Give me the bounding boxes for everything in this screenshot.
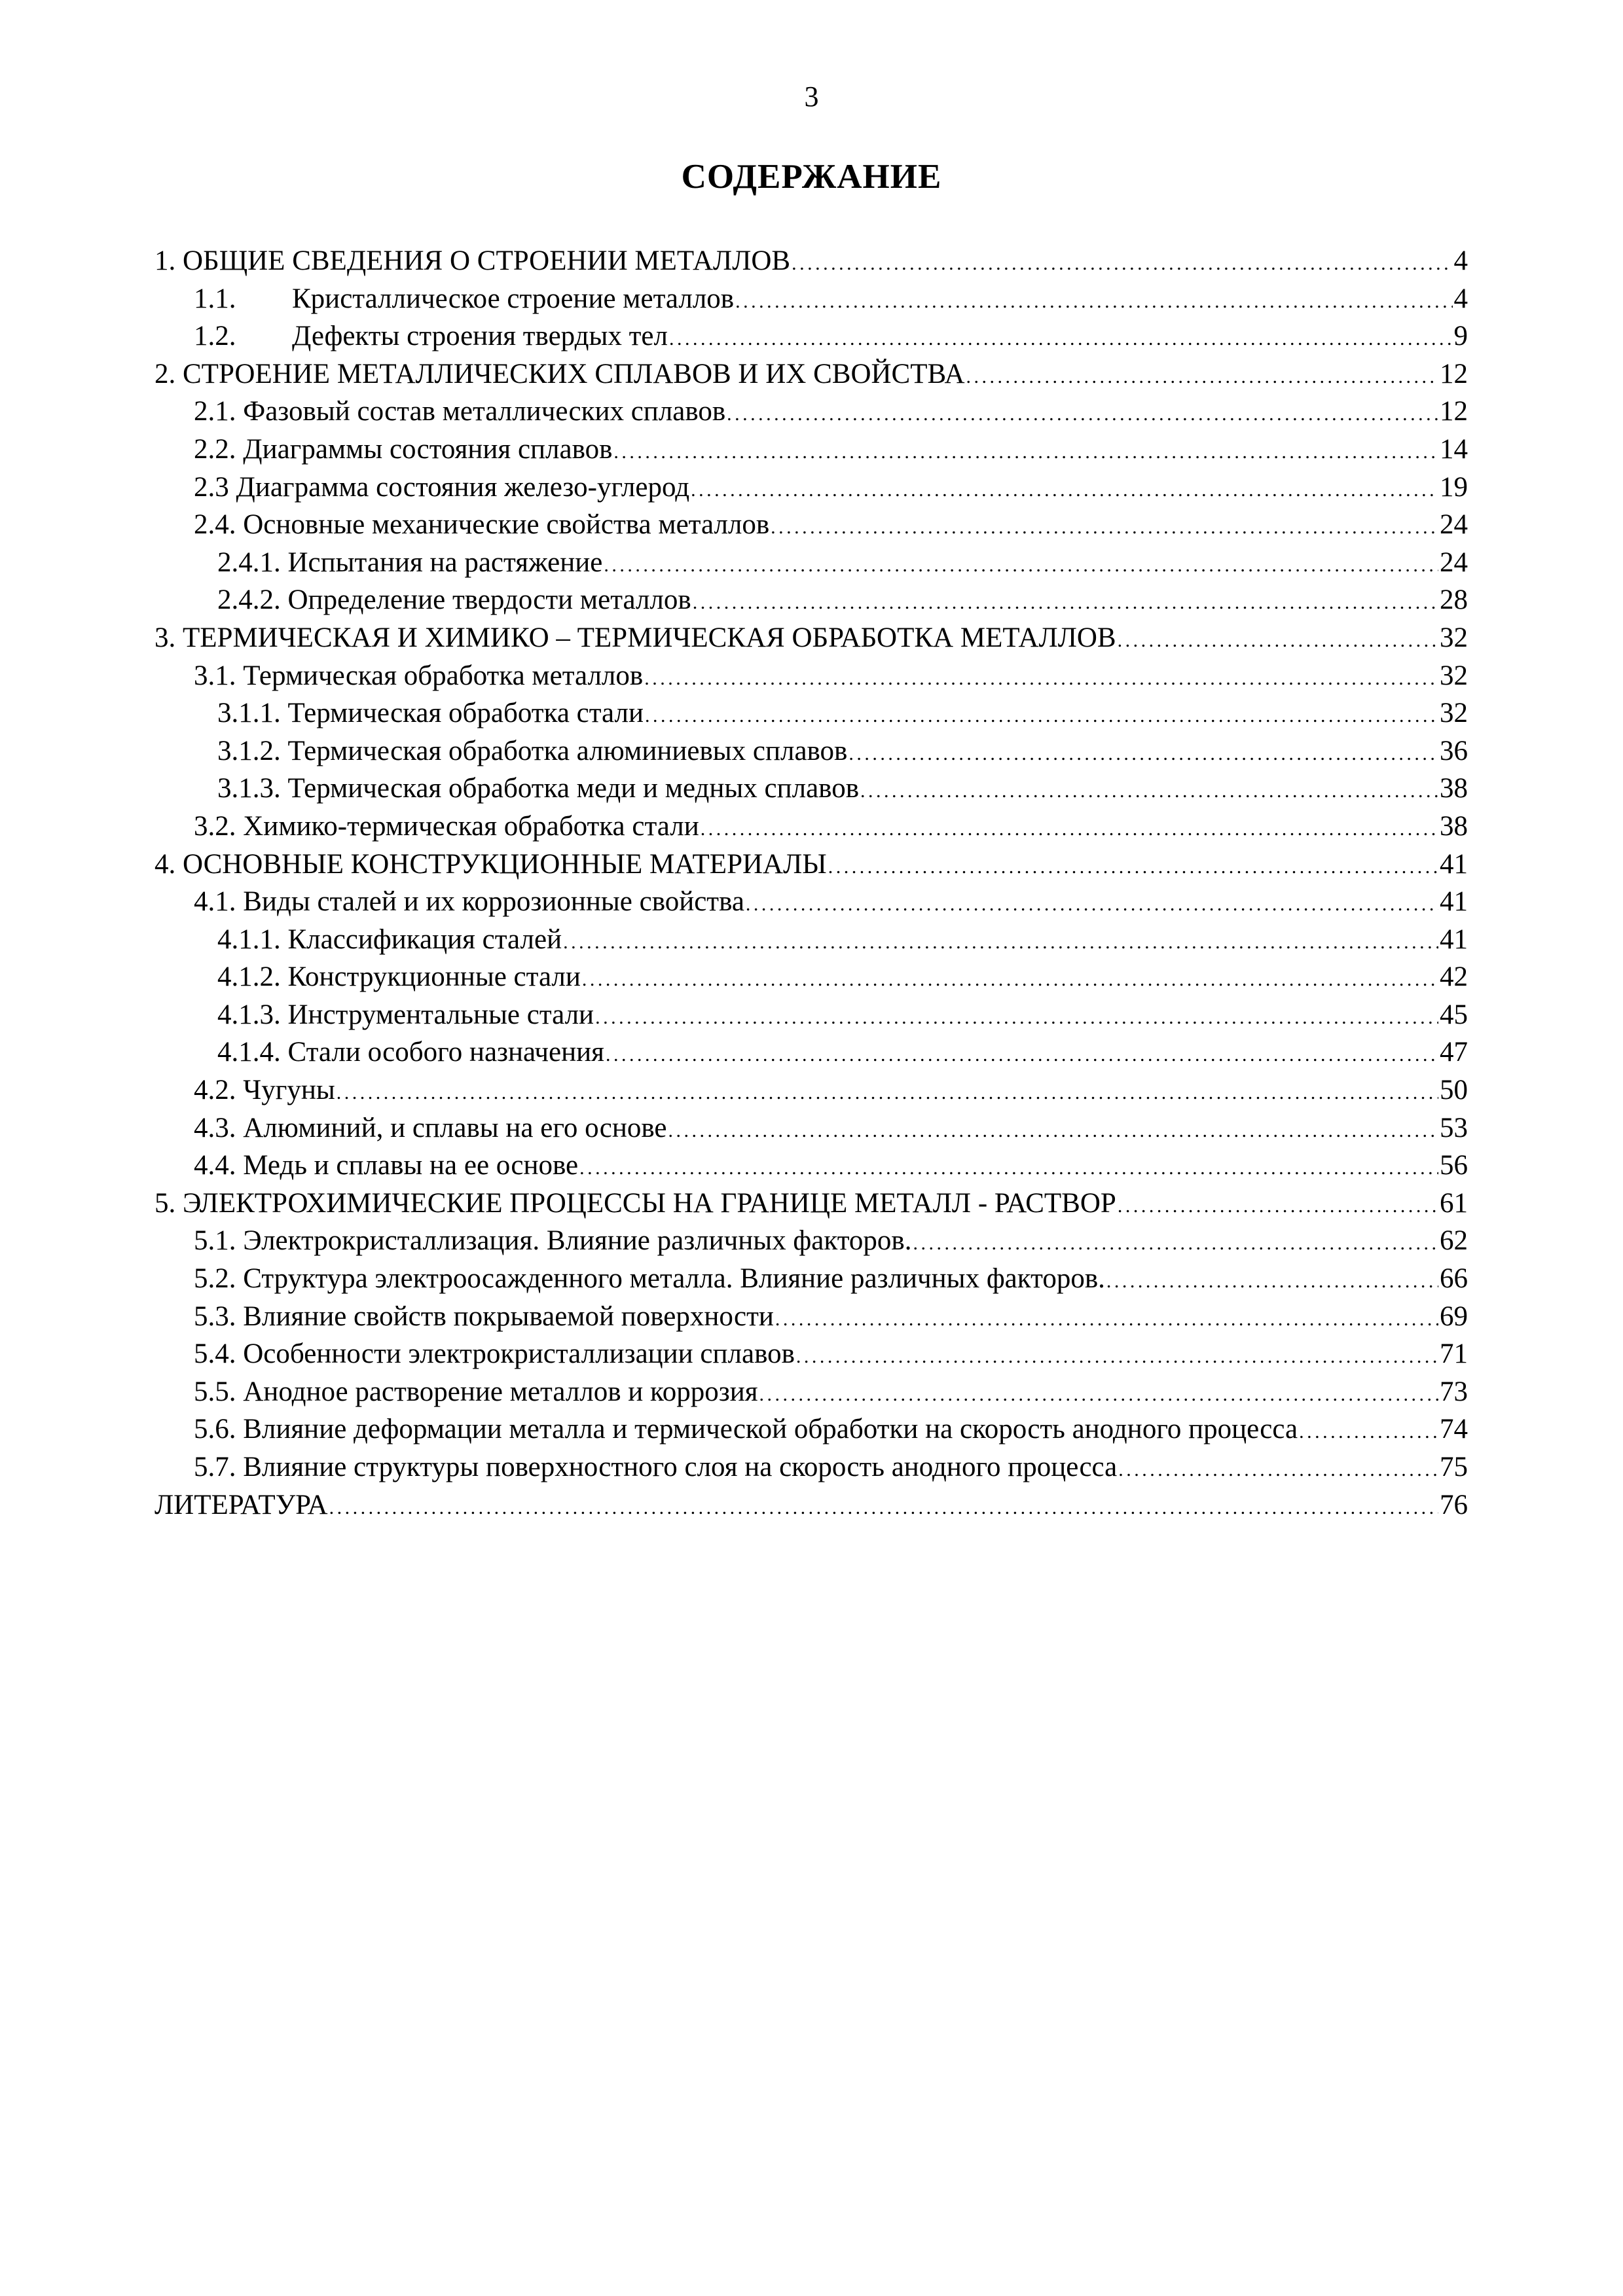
toc-entry-label	[217, 958, 581, 996]
toc-entry-number: 4.	[155, 848, 176, 880]
dot-leader	[966, 355, 1438, 396]
toc-entry-page: 32	[1440, 660, 1468, 691]
toc-entry-label	[155, 355, 965, 393]
toc-entry[interactable]	[155, 958, 1468, 996]
toc-entry-page: 14	[1440, 433, 1468, 465]
toc-entry-page: 24	[1440, 547, 1468, 578]
toc-entry-label	[194, 317, 668, 355]
toc-entry-number: 4.1.3.	[217, 999, 281, 1030]
toc-entry-number: 5.7.	[194, 1452, 236, 1482]
toc-entry-label	[217, 544, 602, 582]
toc-entry-page: 62	[1440, 1225, 1468, 1257]
toc-entry-label	[194, 1410, 1298, 1448]
dot-leader	[337, 1071, 1438, 1112]
toc-entry[interactable]	[155, 431, 1468, 469]
toc-entry[interactable]	[155, 883, 1468, 921]
dot-leader	[913, 1222, 1438, 1263]
toc-entry-page: 45	[1440, 999, 1468, 1030]
toc-entry[interactable]	[155, 1260, 1468, 1298]
toc-entry-number: 3.1.2.	[217, 735, 281, 766]
toc-entry-label	[194, 1373, 758, 1411]
toc-entry[interactable]	[155, 1486, 1468, 1524]
toc-entry-label	[217, 1033, 604, 1071]
toc-entry[interactable]	[155, 619, 1468, 657]
dot-leader	[1118, 619, 1438, 660]
toc-entry-title: Диаграммы состояния сплавов	[243, 433, 613, 465]
toc-entry-title: Анодное растворение металлов и коррозия	[243, 1376, 758, 1407]
toc-entry-title: ОСНОВНЫЕ КОНСТРУКЦИОННЫЕ МАТЕРИАЛЫ	[183, 848, 827, 880]
toc-entry[interactable]	[155, 581, 1468, 619]
toc-entry-page: 24	[1440, 509, 1468, 541]
toc-entry-label	[194, 808, 699, 846]
toc-entry-title: Дефекты строения твердых тел	[292, 321, 668, 352]
toc-entry-page: 75	[1440, 1452, 1468, 1482]
toc-entry[interactable]	[155, 469, 1468, 507]
toc-entry-number: 5.6.	[194, 1414, 236, 1445]
toc-entry[interactable]	[155, 1109, 1468, 1147]
toc-entry-page: 42	[1440, 961, 1468, 993]
dot-leader	[645, 694, 1438, 735]
toc-entry-label	[155, 619, 1116, 657]
dot-leader	[669, 317, 1453, 358]
toc-entry-number: 5.4.	[194, 1338, 236, 1370]
toc-entry-label	[194, 883, 744, 921]
toc-entry-label	[194, 1147, 578, 1185]
toc-entry[interactable]	[155, 1185, 1468, 1223]
dot-leader	[644, 657, 1438, 698]
toc-entry-label	[217, 732, 847, 770]
toc-entry-number: 3.1.1.	[217, 698, 281, 729]
toc-entry-page: 41	[1440, 848, 1468, 880]
toc-entry-number: 3.2.	[194, 810, 236, 842]
toc-entry-number: 2.4.	[194, 509, 236, 541]
toc-entry[interactable]	[155, 1071, 1468, 1109]
toc-entry-number: 1.	[155, 245, 176, 276]
toc-entry-page: 19	[1440, 471, 1468, 503]
toc-entry-number: 5.1.	[194, 1225, 236, 1257]
toc-entry-number: 4.1.	[194, 886, 236, 918]
toc-entry-label	[155, 1185, 1116, 1223]
toc-entry-label	[217, 694, 644, 732]
toc-entry[interactable]	[155, 1147, 1468, 1185]
toc-entry[interactable]	[155, 544, 1468, 582]
toc-entry-label	[217, 921, 562, 959]
dot-leader	[606, 1033, 1438, 1074]
toc-entry-number: 2.3	[194, 471, 229, 503]
toc-entry-label	[194, 1448, 1117, 1486]
dot-leader	[595, 996, 1438, 1037]
dot-leader	[693, 581, 1438, 622]
toc-entry-page: 4	[1453, 245, 1468, 276]
toc-entry-title: Конструкционные стали	[287, 961, 581, 993]
toc-entry-title: Влияние свойств покрываемой поверхности	[243, 1300, 774, 1332]
toc-entry-page: 53	[1440, 1112, 1468, 1143]
toc-entry-page: 47	[1440, 1037, 1468, 1068]
toc-entry[interactable]	[155, 1448, 1468, 1486]
toc-entry-title: Влияние структуры поверхностного слоя на скорость анодного процесса	[243, 1452, 1118, 1482]
toc-entry-title: Медь и сплавы на ее основе	[243, 1150, 579, 1181]
toc-entry-title: Особенности электрокристаллизации сплавов	[243, 1338, 795, 1370]
dot-leader	[668, 1109, 1438, 1150]
toc-entry[interactable]	[155, 393, 1468, 431]
toc-entry-title: ЭЛЕКТРОХИМИЧЕСКИЕ ПРОЦЕССЫ НА ГРАНИЦЕ МЕТАЛЛ - РАСТВОР	[183, 1187, 1116, 1219]
dot-leader	[1118, 1185, 1438, 1225]
toc-entry-label	[194, 1109, 666, 1147]
dot-leader	[860, 770, 1438, 810]
toc-entry-page: 32	[1440, 622, 1468, 653]
toc-entry-label	[155, 242, 790, 280]
toc-entry-number: 5.2.	[194, 1263, 236, 1295]
toc-entry-page: 32	[1440, 698, 1468, 729]
toc-entry-title: Стали особого назначения	[287, 1037, 604, 1068]
dot-leader	[701, 808, 1438, 848]
toc-entry-number: 3.1.	[194, 660, 236, 691]
toc-entry-page: 56	[1440, 1150, 1468, 1181]
toc-entry-title: Кристаллическое строение металлов	[292, 283, 735, 314]
toc-entry-page: 61	[1440, 1187, 1468, 1219]
page-number: 3	[804, 81, 819, 113]
toc-entry-page: 41	[1440, 886, 1468, 918]
toc-entry-title: Структура электроосажденного металла. Влияние различных факторов.	[243, 1263, 1105, 1295]
dot-leader	[735, 280, 1452, 321]
toc-entry-title: Чугуны	[243, 1075, 335, 1106]
toc-entry-title: ТЕРМИЧЕСКАЯ И ХИМИКО – ТЕРМИЧЕСКАЯ ОБРАБОТКА МЕТАЛЛОВ	[183, 622, 1116, 653]
toc-entry[interactable]	[155, 996, 1468, 1034]
page-title: СОДЕРЖАНИЕ	[681, 158, 942, 196]
toc-entry-page: 41	[1440, 924, 1468, 955]
toc-entry-label	[155, 846, 827, 884]
toc-entry-number: 5.5.	[194, 1376, 236, 1407]
dot-leader	[775, 1298, 1438, 1338]
toc-entry-page: 12	[1440, 396, 1468, 427]
toc-entry[interactable]	[155, 1335, 1468, 1373]
dot-leader	[582, 958, 1438, 999]
toc-entry-page: 28	[1440, 584, 1468, 616]
toc-entry[interactable]	[155, 657, 1468, 695]
toc-entry-title: Фазовый состав металлических сплавов	[243, 396, 726, 427]
toc-entry-title: Термическая обработка алюминиевых сплавов	[287, 735, 848, 766]
toc-entry-label	[194, 1298, 774, 1336]
dot-leader	[604, 544, 1438, 584]
toc-entry-number: 2.2.	[194, 433, 236, 465]
toc-entry-page: 73	[1440, 1376, 1468, 1407]
dot-leader	[771, 506, 1438, 547]
toc-entry[interactable]	[155, 280, 1468, 318]
toc-entry-number: 4.3.	[194, 1112, 236, 1143]
toc-entry-page: 38	[1440, 773, 1468, 804]
dot-leader	[613, 431, 1438, 471]
toc-entry-number: 5.	[155, 1187, 176, 1219]
toc-entry-number: 4.1.1.	[217, 924, 281, 955]
toc-entry-number: 1.1.	[194, 283, 236, 314]
dot-leader	[759, 1373, 1438, 1414]
toc-entry-number: 4.1.4.	[217, 1037, 281, 1068]
toc-entry-title: Инструментальные стали	[287, 999, 594, 1030]
toc-entry-number: 5.3.	[194, 1300, 236, 1332]
toc-entry-number: 2.1.	[194, 396, 236, 427]
toc-entry[interactable]	[155, 1298, 1468, 1336]
toc-entry[interactable]	[155, 355, 1468, 393]
toc-entry-page: 71	[1440, 1338, 1468, 1370]
toc-entry-title: Влияние деформации металла и термической обработки на скорость анодного процесса	[243, 1414, 1298, 1445]
toc-entry-title: Диаграмма состояния железо-углерод	[236, 471, 690, 503]
toc-entry-label	[194, 469, 689, 507]
dot-leader	[828, 846, 1438, 886]
toc-entry-title: Термическая обработка меди и медных сплавов	[287, 773, 859, 804]
toc-entry-number: 2.4.1.	[217, 547, 281, 578]
toc-entry-title: Определение твердости металлов	[287, 584, 691, 616]
toc-entry-page: 9	[1453, 321, 1468, 352]
toc-entry-label	[194, 280, 734, 318]
toc-entry-title: ЛИТЕРАТУРА	[155, 1489, 328, 1520]
dot-leader	[329, 1486, 1438, 1527]
toc-entry-number: 4.1.2.	[217, 961, 281, 993]
toc-entry-number: 3.	[155, 622, 176, 653]
toc-entry[interactable]	[155, 808, 1468, 846]
toc-entry-title: Классификация сталей	[287, 924, 562, 955]
toc-entry-page: 76	[1440, 1489, 1468, 1520]
toc-entry[interactable]	[155, 1373, 1468, 1411]
toc-entry-title: СТРОЕНИЕ МЕТАЛЛИЧЕСКИХ СПЛАВОВ И ИХ СВОЙСТВА	[183, 358, 965, 389]
toc-entry-label	[194, 506, 769, 544]
toc-entry[interactable]	[155, 921, 1468, 959]
toc-entry-page: 36	[1440, 735, 1468, 766]
toc-entry-label	[194, 1260, 1105, 1298]
dot-leader	[792, 242, 1452, 283]
toc-entry[interactable]	[155, 242, 1468, 280]
toc-entry-label	[194, 1222, 911, 1260]
toc-entry-title: Электрокристаллизация. Влияние различных факторов.	[243, 1225, 912, 1257]
toc-entry-label	[194, 393, 725, 431]
toc-entry-page: 66	[1440, 1263, 1468, 1295]
dot-leader	[563, 921, 1438, 961]
table-of-contents	[155, 242, 1468, 1524]
toc-entry-page: 50	[1440, 1075, 1468, 1106]
toc-entry-label	[217, 581, 691, 619]
dot-leader	[746, 883, 1438, 924]
toc-entry-number: 3.1.3.	[217, 773, 281, 804]
dot-leader	[1299, 1410, 1438, 1451]
toc-entry[interactable]	[155, 317, 1468, 355]
toc-entry-label	[217, 996, 594, 1034]
toc-entry-number: 1.2.	[194, 321, 236, 352]
toc-entry[interactable]	[155, 732, 1468, 770]
toc-entry-label	[194, 1071, 335, 1109]
toc-entry-label	[194, 1335, 795, 1373]
dot-leader	[796, 1335, 1438, 1376]
toc-entry[interactable]	[155, 1410, 1468, 1448]
dot-leader	[727, 393, 1438, 433]
toc-entry[interactable]	[155, 694, 1468, 732]
toc-entry-number: 2.	[155, 358, 176, 389]
toc-entry-page: 38	[1440, 810, 1468, 842]
toc-entry-number: 4.2.	[194, 1075, 236, 1106]
toc-entry-label	[194, 431, 612, 469]
toc-entry[interactable]	[155, 506, 1468, 544]
dot-leader	[1118, 1448, 1438, 1489]
toc-entry-label	[155, 1486, 328, 1524]
dot-leader	[1106, 1260, 1438, 1300]
toc-entry-page: 74	[1440, 1414, 1468, 1445]
toc-entry-title: ОБЩИЕ СВЕДЕНИЯ О СТРОЕНИИ МЕТАЛЛОВ	[183, 245, 791, 276]
toc-entry-title: Испытания на растяжение	[287, 547, 603, 578]
toc-entry-number: 4.4.	[194, 1150, 236, 1181]
toc-entry[interactable]	[155, 1222, 1468, 1260]
toc-entry[interactable]	[155, 1033, 1468, 1071]
toc-entry-label	[194, 657, 643, 695]
toc-entry-title: Термическая обработка стали	[287, 698, 644, 729]
toc-entry-label	[217, 770, 859, 808]
toc-entry-title: Алюминий, и сплавы на его основе	[243, 1112, 667, 1143]
toc-entry-title: Виды сталей и их коррозионные свойства	[243, 886, 744, 918]
dot-leader	[848, 732, 1438, 773]
toc-entry-title: Химико-термическая обработка стали	[243, 810, 699, 842]
dot-leader	[691, 469, 1438, 509]
toc-entry-number: 2.4.2.	[217, 584, 281, 616]
toc-entry-title: Термическая обработка металлов	[243, 660, 644, 691]
toc-entry-page: 4	[1453, 283, 1468, 314]
toc-entry-title: Основные механические свойства металлов	[243, 509, 770, 541]
dot-leader	[579, 1147, 1438, 1187]
toc-entry-page: 12	[1440, 358, 1468, 389]
toc-entry[interactable]	[155, 846, 1468, 884]
toc-entry-page: 69	[1440, 1300, 1468, 1332]
toc-entry[interactable]	[155, 770, 1468, 808]
